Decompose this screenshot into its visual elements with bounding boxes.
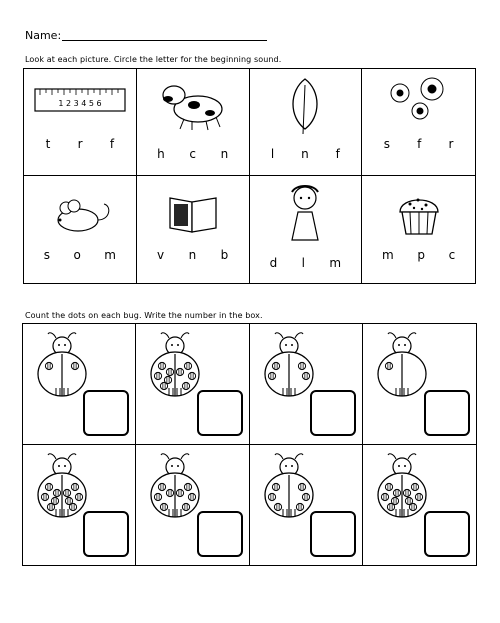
bug-item-6: [136, 445, 249, 566]
sound-item-7: [250, 176, 363, 283]
answer-box[interactable]: [310, 390, 356, 436]
mouse-icon: [40, 196, 120, 236]
sound-item-3: [250, 69, 363, 176]
section1-instruction: Look at each picture. Circle the letter for the beginning sound.: [25, 55, 282, 64]
sound-item-4: [362, 69, 475, 176]
ruler-numbers: 1 2 3 4 5 6: [58, 99, 102, 108]
name-label: Name:: [25, 29, 62, 42]
letter-choice[interactable]: t: [45, 137, 51, 151]
ladybug-icon: [29, 330, 95, 400]
answer-box[interactable]: [424, 511, 470, 557]
count-dots-grid: [22, 323, 477, 566]
letter-choice[interactable]: m: [329, 256, 342, 270]
letter-choices: [24, 248, 136, 262]
sound-item-1: [24, 69, 137, 176]
flowers-icon: [384, 77, 454, 127]
answer-box[interactable]: [197, 390, 243, 436]
sound-item-2: [137, 69, 250, 176]
letter-choice[interactable]: h: [157, 147, 165, 161]
bug-item-4: [363, 324, 476, 445]
sound-item-6: [137, 176, 250, 283]
letter-choices: [24, 137, 136, 151]
letter-choice[interactable]: f: [417, 137, 422, 151]
letter-choice[interactable]: c: [448, 248, 456, 262]
letter-choice[interactable]: b: [220, 248, 229, 262]
letter-choice[interactable]: m: [104, 248, 116, 262]
name-field[interactable]: [62, 40, 267, 41]
letter-choice[interactable]: n: [188, 248, 197, 262]
cow-icon: [158, 77, 228, 132]
ladybug-icon: [369, 451, 435, 521]
muffin-icon: [394, 190, 444, 238]
letter-choice[interactable]: r: [77, 137, 83, 151]
letter-choice[interactable]: v: [156, 248, 165, 262]
answer-box[interactable]: [83, 511, 129, 557]
bug-item-3: [250, 324, 363, 445]
letter-choices: [250, 147, 362, 161]
letter-choice[interactable]: m: [382, 248, 394, 262]
ladybug-icon: [256, 330, 322, 400]
ladybug-icon: [29, 451, 95, 521]
letter-choice[interactable]: l: [301, 256, 305, 270]
leaf-icon: [285, 77, 325, 135]
answer-box[interactable]: [197, 511, 243, 557]
letter-choices: [362, 137, 475, 151]
bug-item-2: [136, 324, 249, 445]
bug-item-8: [363, 445, 476, 566]
letter-choice[interactable]: r: [448, 137, 454, 151]
bug-item-5: [23, 445, 136, 566]
book-icon: [166, 192, 220, 236]
letter-choice[interactable]: o: [73, 248, 81, 262]
sound-item-8: [362, 176, 475, 283]
letter-choice[interactable]: c: [189, 147, 196, 161]
ladybug-icon: [256, 451, 322, 521]
beginning-sound-grid: [23, 68, 476, 284]
ruler-icon: [34, 87, 126, 113]
ladybug-icon: [369, 330, 435, 400]
bug-item-1: [23, 324, 136, 445]
ladybug-icon: [142, 451, 208, 521]
letter-choice[interactable]: l: [270, 147, 275, 161]
letter-choices: [137, 248, 249, 262]
letter-choice[interactable]: p: [417, 248, 425, 262]
letter-choices: [137, 147, 249, 161]
answer-box[interactable]: [310, 511, 356, 557]
letter-choices: [362, 248, 475, 262]
letter-choice[interactable]: d: [269, 256, 278, 270]
letter-choice[interactable]: n: [301, 147, 309, 161]
letter-choice[interactable]: f: [109, 137, 115, 151]
answer-box[interactable]: [424, 390, 470, 436]
letter-choice[interactable]: n: [220, 147, 229, 161]
letter-choice[interactable]: f: [335, 147, 340, 161]
letter-choice[interactable]: s: [383, 137, 391, 151]
ladybug-icon: [142, 330, 208, 400]
letter-choices: [250, 256, 362, 270]
letter-choice[interactable]: s: [43, 248, 50, 262]
sound-item-5: [24, 176, 137, 283]
bug-item-7: [250, 445, 363, 566]
doll-icon: [280, 184, 330, 246]
section2-instruction: Count the dots on each bug. Write the number in the box.: [25, 311, 263, 320]
answer-box[interactable]: [83, 390, 129, 436]
